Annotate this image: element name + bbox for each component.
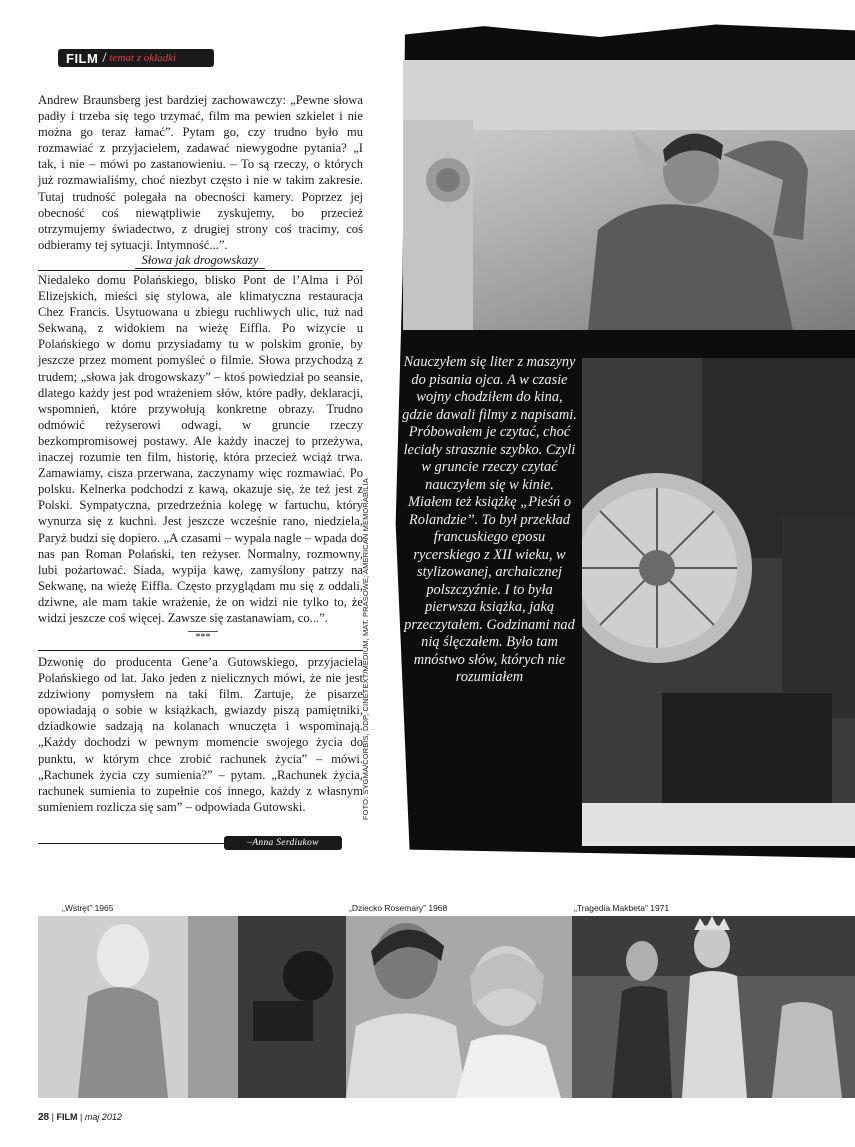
folio-divider: | (51, 1112, 57, 1122)
film-caption-3: „Tragedia Makbeta” 1971 (574, 903, 670, 913)
photo-credit: FOTO: SYGMA/CORBIS, DDP, CINETEXT/MEDIUM, MAT. PRASOWE; AMERICAN MEMORABILIA (361, 478, 370, 820)
film-still-2 (346, 916, 572, 1098)
section-tag (58, 49, 214, 67)
film-still-1-illustration (38, 916, 346, 1098)
section-separator: *** (188, 631, 218, 643)
author-byline: –Anna Serdiukow (224, 836, 342, 850)
article-subheading: Słowa jak drogowskazy (135, 252, 265, 269)
issue-date: maj 2012 (84, 1112, 122, 1122)
divider-rule (38, 270, 363, 271)
film-still-3 (572, 916, 855, 1098)
photo-director-on-set (403, 60, 855, 330)
section-divider: / (102, 49, 107, 66)
film-still-3-illustration (572, 916, 855, 1098)
film-caption-1: „Wstręt” 1965 (62, 903, 114, 913)
film-still-2-illustration (346, 916, 572, 1098)
divider-rule (38, 650, 363, 651)
magazine-name: FILM (56, 1112, 78, 1122)
film-caption-2: „Dziecko Rosemary” 1968 (349, 903, 448, 913)
author-rule (38, 843, 224, 844)
article-paragraph-3: Dzwonię do producenta Gene’a Gutowskiego, przyjaciela Polańskiego od lat. Jako jeden z nielicznych mówi, że nie jest zdziwiony pomysłem na taki film. Zartuje, że pisarze opowiadają o sobie w książkach, gwiazdy piszą pamiętniki, dziadkowie sadzają na kolanach wnuczęta i wspominają. „Każdy dochodzi w pewnym momencie swojego życia do punktu, w którym chce zrobić rachunek życia” – mówi. „Rachunek życia czy sumienia?” – pytam. „Rachunek życia, rachunek sumienia to zupełnie coś innego, każdy z własnym sumieniem rozlicza się sam” – odpowiada Gutowski. (38, 655, 363, 814)
pull-quote: Nauczyłem się liter z maszyny do pisania ojca. A w czasie wojny chodziłem do kina, gdzie dawali filmy z napisami. Próbowałem je czytać, choć leciały strasznie szybko. Czyli w gruncie rzeczy czytać nauczyłem się w kinie. Miałem też książkę „Pieśń o Rolandzie”. To był przekład francuskiego eposu rycerskiego z XII wieku, w stylizowanej, archaicznej polszczyźnie. I to była pierwsza książka, jaką przeczytałem. Godzinami nad nią ślęczałem. Było tam mnóstwo słów, których nie rozumiałem (402, 354, 577, 685)
subsection-label: temat z okładki (109, 52, 177, 64)
page-number: 28 (38, 1112, 50, 1123)
photo-film-set-fan (582, 358, 855, 846)
article-paragraph-2: Niedaleko domu Polańskiego, blisko Pont de l’Alma i Pól Elizejskich, mieści się stylowa, ale klimatyczna restauracja Chez Francis. Usytuowana u zbiegu ruchliwych ulic, tuż nad Sekwaną, z widokiem na wieżę Eiffla. Po wizycie u Polańskiego w domu przysiadamy tu w polskim gronie, by jeszcze przez moment pomyśleć o filmie. Słowa przychodzą z trudem; „słowa jak drogowskazy” – ktoś powiedział po seansie, dlatego każdy jest pod wrażeniem słów, które padły, deklaracji, wspomnień, które przywołują konkretne obrazy. Trudno odmówić reżyserowi odwagi, w gruncie rzeczy bezkompromisowej postawy. Ale każdy inaczej to przeżywa, inaczej rozumie ten film, historię, która przecież wciąż trwa. Zamawiamy, cisza przerwana, zaczynamy więc rozmawiać. Po polsku. Kelnerka podchodzi z kawą, okazuje się, że też jest z Polski. Sympatyczna, przedrzeźnia kolegę w fartuchu, który wynurza się z kuchni. Jest jeszcze wcześnie rano, niedziela, Paryż budzi się dopiero. „A czasami – wypala nagle – wpada do nas pan Roman Polański, ten reżyser. Normalny, rozmowny, lubi pożartować. Siada, wypija kawę, zamyślony patrzy na Sekwanę, na wieżę Eiffla. Często przyglądam mu się z oddali, dziwne, ale mam takie wrażenie, że on widzi nie tylko to, że widzi jeszcze coś więcej. Zawsze się zastanawiam, co...”. (38, 273, 363, 625)
photo-director-illustration (403, 60, 855, 330)
page-folio (38, 1112, 122, 1123)
section-label: FILM (66, 50, 99, 66)
article-paragraph-1: Andrew Braunsberg jest bardziej zachowawczy: „Pewne słowa padły i trzeba się tego trzymać, film ma pewien szkielet i nie można go teraz łamać”. Pytam go, czy trudno było mu rozmawiać z przyjacielem, zadawać niewygodne pytania? „I tak, i nie – mówi po zastanowieniu. – To są rzeczy, o których już rozmawialiśmy, choć niezbyt często i nie w takim zakresie. Tutaj trudność polegała na obecności kamery. Poprzez jej obecność coś niewątpliwie zyskujemy, bo przecież otrzymujemy świadectwo, z drugiej strony coś tracimy, coś odbieramy tej sytuacji. Intymność...”. (38, 93, 363, 252)
film-still-1 (38, 916, 346, 1098)
folio-divider: | (80, 1112, 85, 1122)
photo-fan-illustration (582, 358, 855, 846)
